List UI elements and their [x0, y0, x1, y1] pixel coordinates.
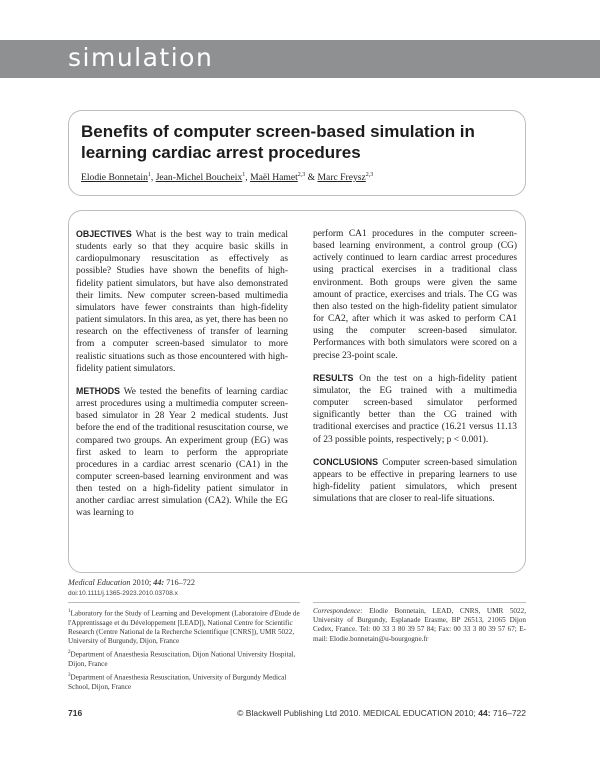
journal-citation: Medical Education 2010; 44: 716–722: [68, 578, 195, 587]
section-band: [0, 40, 600, 78]
footnote-rule: [68, 602, 300, 603]
author[interactable]: Maël Hamet$^{2,3}$: [250, 172, 306, 184]
results-heading: RESULTS: [313, 372, 354, 383]
abstract-methods: METHODS We tested the benefits of learning cardiac arrest procedures using a multimedia computer screen-based simulator in 28 Year 2 medical students. Just before the end of the traditional resuscitation course, we compared two groups. An experiment group (EG) was first asked to learn to perform the appropriate procedures in a cardiac arrest scenario (CA1) in the computer screen-based learning environment and was then tested on a high-fidelity patient simulator in another cardiac arrest simulation (CA2). While the EG was learning to: [76, 385, 289, 519]
conclusions-heading: CONCLUSIONS: [313, 456, 379, 467]
author[interactable]: Marc Freysz$^{2,3}$: [317, 172, 374, 184]
footnote-1: $^1$Laboratory for the Study of Learning and Development (Laboratoire d'Etude de l'Apprentissage et du Développement [LEAD]), National Centre for Scientific Research (Centre National de la Recherche Scientifique [CNRS]), UMR 5022, University of Burgundy, Dijon, France: [68, 609, 300, 645]
title-box: [68, 110, 526, 196]
footer-copyright: © Blackwell Publishing Ltd 2010. MEDICAL EDUCATION 2010; 44: 716–722: [237, 708, 526, 718]
methods-heading: METHODS: [76, 385, 120, 396]
abstract-column-right: [313, 228, 517, 515]
abstract-methods-continued: perform CA1 procedures in the computer screen-based learning environment, a control group (CG) actively continued to learn cardiac arrest procedures using practical exercises in a traditional class environment. Both groups were given the same amount of practice, exercises and trials. The CG was then also tested on the high-fidelity patient simulator for CA2, after which it was asked to perform CA1 using the computer screen-based simulator. Performances with both simulators were scored on a precise 23-point scale.: [313, 229, 517, 361]
author[interactable]: Jean-Michel Boucheix$^1$: [155, 172, 246, 184]
author-list: Elodie Bonnetain$^1$, Jean-Michel Boucheix$^1$, Maël Hamet$^{2,3}$ & Marc Freysz$^{2,3}$: [81, 172, 374, 184]
article-title: Benefits of computer screen-based simulation in learning cardiac arrest procedures: [81, 122, 475, 162]
correspondence: Correspondence: Elodie Bonnetain, LEAD, CNRS, UMR 5022, University of Burgundy, Esplanade Erasme, BP 26513, 21065 Dijon Cedex, France. Tel: 00 33 3 80 39 57 84; Fax: 00 33 3 80 39 57 67; E-mail: Elodie.bonnetain@u-bourgogne.fr: [313, 607, 526, 643]
abstract-results: RESULTS On the test on a high-fidelity patient simulator, the EG trained with a multimedia computer screen-based simulator performed significantly better than the CG trained with traditional exercises and practice (16.21 versus 11.13 of 23 possible points, respectively; p < 0.001).: [313, 372, 518, 445]
doi[interactable]: doi:10.1111/j.1365-2923.2010.03708.x: [68, 590, 178, 597]
footnote-2: $^2$Department of Anaesthesia Resuscitation, Dijon National University Hospital, Dijon, France: [68, 650, 296, 668]
abstract-objectives: OBJECTIVES What is the best way to train medical students early so that they acquire basic skills in cardiopulmonary resuscitation as effectively as possible? Studies have shown the benefits of high-fidelity patient simulators, but have also demonstrated their limits. New computer screen-based multimedia simulators have fewer constraints than high-fidelity patient simulators. In this area, as yet, there has been no research on the effectiveness of transfer of learning from a computer screen-based simulator to more realistic situations such as those encountered with high-fidelity patient simulators.: [76, 229, 288, 374]
abstract-column-left: [76, 228, 288, 530]
objectives-heading: OBJECTIVES: [76, 229, 132, 239]
section-label: simulation: [68, 43, 214, 72]
affiliation-footnotes: [68, 607, 300, 694]
abstract-conclusions: CONCLUSIONS Computer screen-based simulation appears to be effective in preparing learners to use high-fidelity patient simulators, which present simulations that are closer to real-life situations.: [313, 456, 517, 505]
page-number: 716: [68, 708, 83, 718]
correspondence-rule: [313, 602, 526, 603]
footnote-3: $^3$Department of Anaesthesia Resuscitation, University of Burgundy Medical School, Dijon, France: [68, 673, 287, 691]
author[interactable]: Elodie Bonnetain$^1$: [81, 172, 151, 184]
